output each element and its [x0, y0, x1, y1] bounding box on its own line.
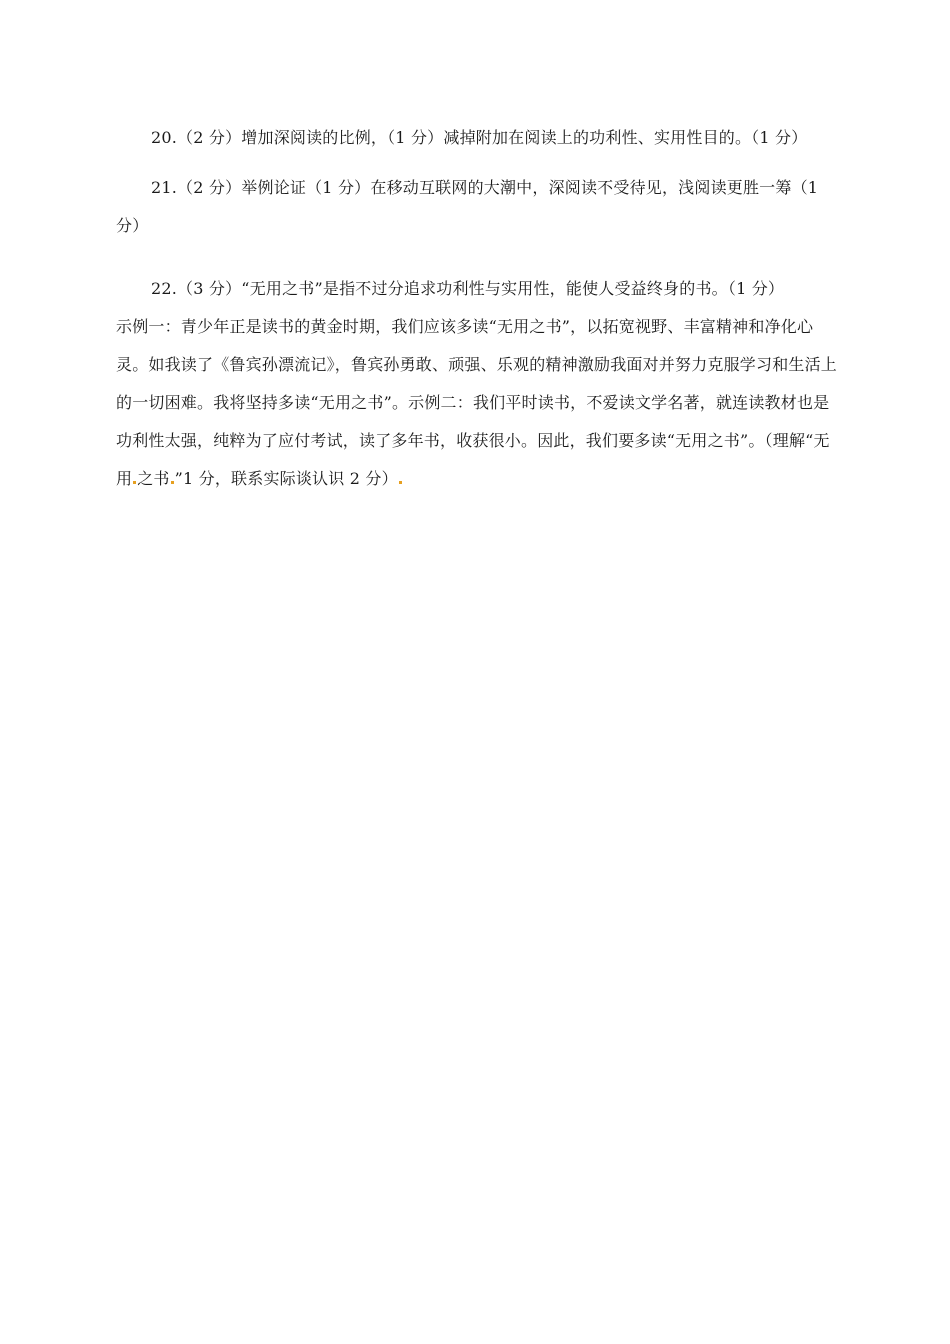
answer-22-example-part-d: ”1 分，联系实际谈认识 2 分）: [174, 469, 398, 488]
revision-mark: [171, 481, 174, 484]
answer-22-example-part-b: 读“无用之书”，以拓宽视野、丰富精神和净化心灵。如我读了《鲁宾孙漂流记》，鲁宾孙勇敢、顽强、乐观的精神激励我面对并努力克服学习和生活上的一切困难。我将坚持多读“无用之书”。示例二：我们平时读书，不爱读文学名著，就连读教材也是功利性太强，纯粹为了应付考试，读了多年书，收获很小。因此，我们要多读“无用之书”。（理解“无用: [116, 317, 838, 488]
answer-21: [116, 169, 840, 245]
answer-22-definition-text: 22.（3 分）“无用之书”是指不过分追求功利性与实用性，能使人受益终身的书。（1 分）: [151, 279, 785, 298]
answer-22: [116, 270, 840, 498]
answer-22-examples: [116, 308, 840, 498]
answer-22-example-part-c: 之书: [137, 469, 170, 488]
answer-20-text: 20.（2 分）增加深阅读的比例，（1 分）减掉附加在阅读上的功利性、实用性目的。（1 分）: [151, 128, 808, 147]
answer-22-definition: [116, 270, 840, 308]
answer-22-example-part-a: 示例一：青少年正是读书的黄金时期，我们应该多: [116, 317, 473, 336]
answer-21-text: 21.（2 分）举例论证（1 分）在移动互联网的大潮中，深阅读不受待见，浅阅读更胜一筹（1 分）: [116, 178, 819, 235]
revision-mark: [133, 481, 136, 484]
revision-mark: [399, 481, 402, 484]
answer-20: [116, 119, 840, 157]
